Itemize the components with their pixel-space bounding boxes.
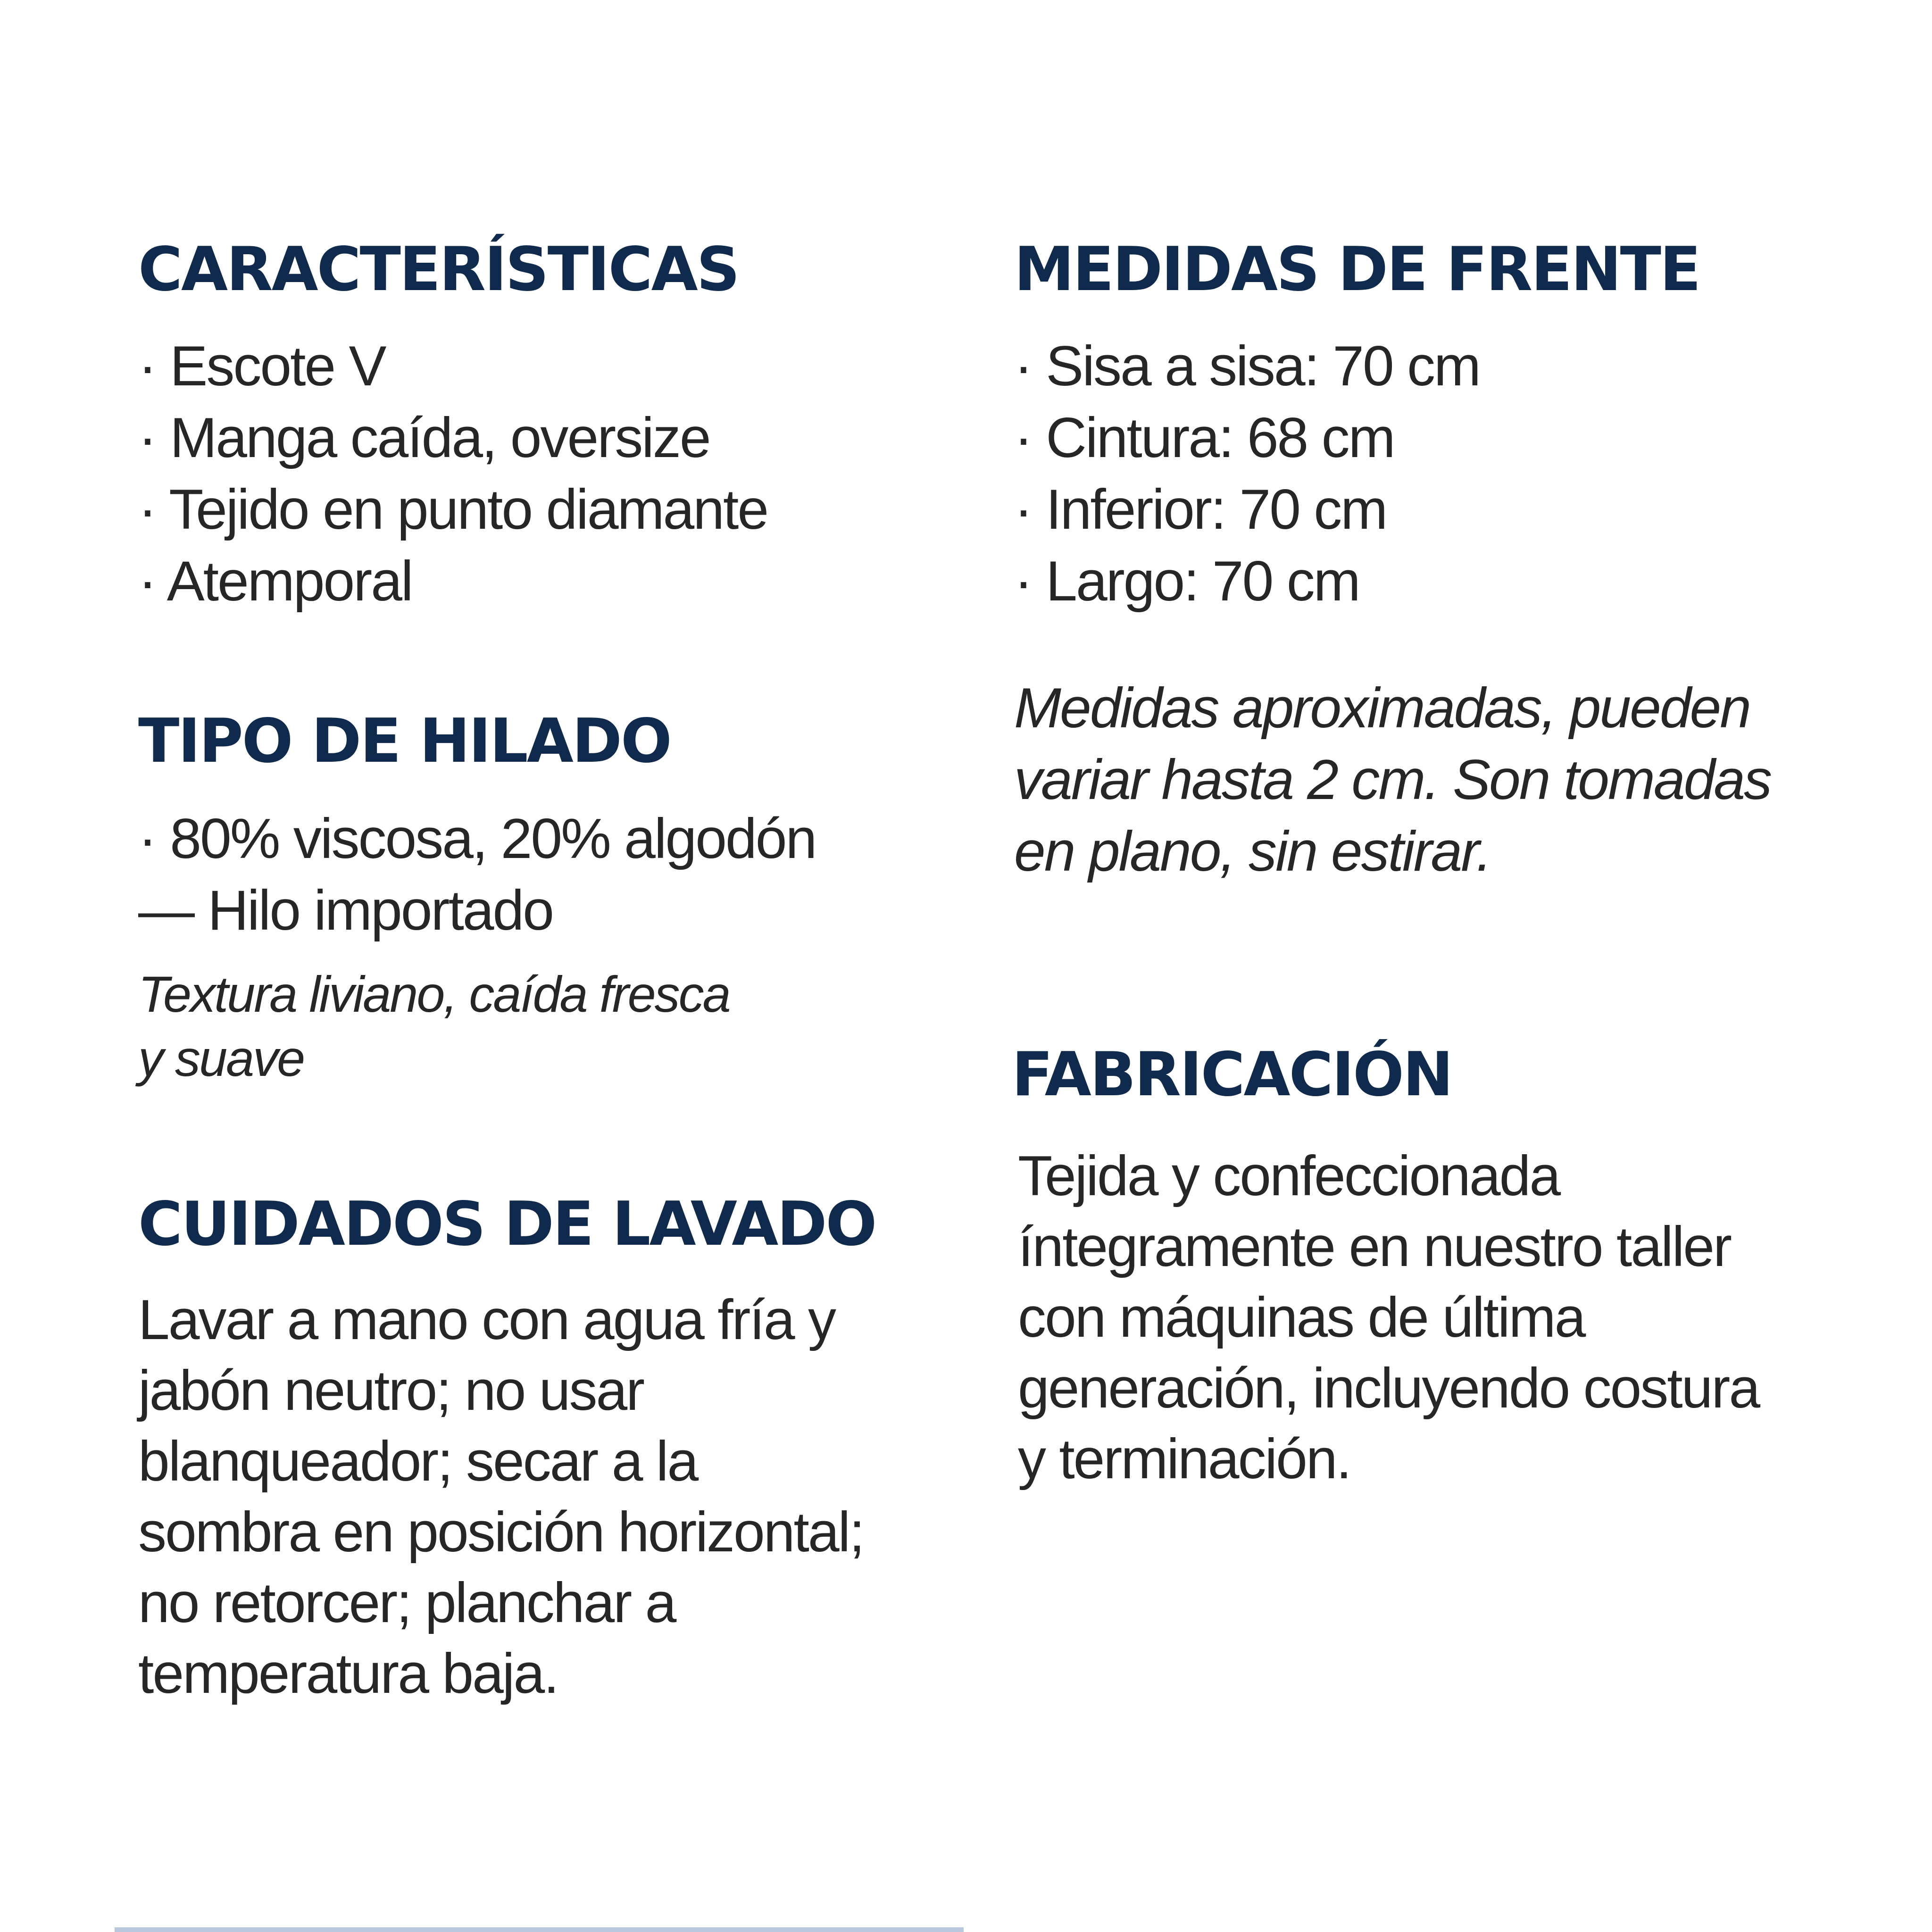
text-line: y terminación.	[1018, 1427, 1350, 1491]
list-item: · Sisa a sisa: 70 cm	[1014, 334, 1480, 398]
list-item: · Cintura: 68 cm	[1014, 406, 1394, 469]
medidas-list-wrap	[1014, 330, 1863, 617]
caracteristicas-list-wrap	[138, 330, 940, 617]
text-line: sombra en posición horizontal;	[138, 1500, 864, 1564]
fabricacion-body-wrap	[1018, 1141, 1867, 1494]
note-line: y suave	[138, 1030, 304, 1087]
medidas-note-wrap	[1014, 672, 1863, 887]
cuidados-heading: CUIDADOS DE LAVADO	[138, 1189, 876, 1259]
tipo-hilado-note-wrap	[138, 962, 940, 1091]
list-item: — Hilo importado	[138, 879, 553, 942]
text-line: no retorcer; planchar a	[138, 1571, 675, 1634]
list-item: · Inferior: 70 cm	[1014, 478, 1387, 541]
note-line: variar hasta 2 cm. Son tomadas	[1014, 748, 1771, 811]
tipo-hilado-list	[138, 803, 940, 946]
tipo-hilado-section	[138, 706, 940, 776]
cuidados-body-wrap	[138, 1284, 940, 1709]
tipo-hilado-heading: TIPO DE HILADO	[138, 706, 671, 776]
tipo-hilado-note	[138, 962, 940, 1091]
list-item: · Escote V	[138, 334, 385, 398]
text-line: blanqueador; secar a la	[138, 1430, 698, 1493]
text-line: Lavar a mano con agua fría y	[138, 1288, 835, 1351]
caracteristicas-heading: CARACTERÍSTICAS	[138, 234, 739, 305]
bottom-divider	[115, 1927, 964, 1932]
fabricacion-section	[1012, 1040, 1861, 1110]
list-item: · 80% viscosa, 20% algodón	[138, 807, 816, 870]
text-line: generación, incluyendo costura	[1018, 1357, 1759, 1420]
cuidados-section	[138, 1189, 940, 1259]
medidas-section	[1014, 234, 1863, 305]
list-item: · Manga caída, oversize	[138, 406, 710, 469]
text-line: con máquinas de última	[1018, 1286, 1585, 1349]
list-item: · Tejido en punto diamante	[138, 478, 768, 541]
fabricacion-heading: FABRICACIÓN	[1012, 1040, 1452, 1110]
note-line: en plano, sin estirar.	[1014, 820, 1491, 883]
medidas-heading: MEDIDAS DE FRENTE	[1014, 234, 1700, 305]
caracteristicas-section	[138, 234, 940, 305]
list-item: · Atemporal	[138, 550, 412, 613]
tipo-hilado-composition-wrap	[138, 803, 940, 946]
text-line: jabón neutro; no usar	[138, 1359, 644, 1422]
text-line: íntegramente en nuestro taller	[1018, 1215, 1731, 1278]
cuidados-body	[138, 1284, 940, 1709]
medidas-list	[1014, 330, 1863, 617]
text-line: temperatura baja.	[138, 1642, 558, 1705]
fabricacion-body	[1018, 1141, 1867, 1494]
note-line: Medidas aproximadas, pueden	[1014, 676, 1750, 740]
medidas-note	[1014, 672, 1863, 887]
text-line: Tejida y confeccionada	[1018, 1144, 1560, 1208]
list-item: · Largo: 70 cm	[1014, 550, 1359, 613]
note-line: Textura liviano, caída fresca	[138, 966, 730, 1023]
caracteristicas-list	[138, 330, 940, 617]
